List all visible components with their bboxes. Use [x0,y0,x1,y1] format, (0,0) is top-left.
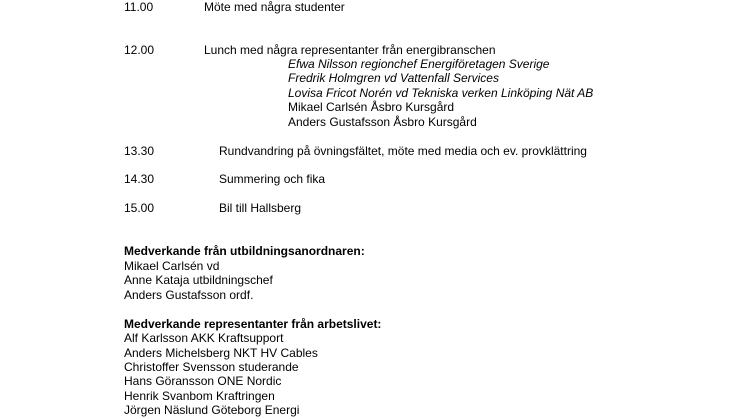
lunch-attendee: Fredrik Holmgren vd Vattenfall Services [288,71,499,85]
schedule-title-1430: Summering och fika [219,172,326,186]
schedule-time-1100: 11.00 [124,0,154,14]
work-person: Henrik Svanbom Kraftringen [124,389,275,403]
lunch-attendee: Mikael Carlsén Åsbro Kursgård [288,100,455,114]
schedule-title-1100: Möte med några studenter [204,0,345,14]
work-person: Alf Karlsson AKK Kraftsupport [124,331,284,345]
education-person: Anders Gustafsson ordf. [124,288,254,302]
education-person: Mikael Carlsén vd [124,259,220,273]
work-person: Hans Göransson ONE Nordic [124,374,282,388]
schedule-title-1500: Bil till Hallsberg [219,201,302,215]
schedule-time-1430: 14.30 [124,172,155,186]
education-heading: Medverkande från utbildningsanordnaren: [124,244,365,258]
lunch-attendee: Anders Gustafsson Åsbro Kursgård [288,115,477,129]
schedule-title-1330: Rundvandring på övningsfältet, möte med media och ev. provklättring [219,144,587,158]
education-person: Anne Kataja utbildningschef [124,273,273,287]
schedule-time-1500: 15.00 [124,201,155,215]
schedule-title-1200: Lunch med några representanter från energibranschen [204,43,496,57]
schedule-time-1200: 12.00 [124,43,155,57]
lunch-attendee: Lovisa Fricot Norén vd Tekniska verken Linköping Nät AB [288,86,594,100]
work-person: Christoffer Svensson studerande [124,360,299,374]
work-person: Anders Michelsberg NKT HV Cables [124,346,318,360]
work-person: Jörgen Näslund Göteborg Energi [124,403,300,417]
work-heading: Medverkande representanter från arbetslivet: [124,317,382,331]
lunch-attendee: Efwa Nilsson regionchef Energiföretagen Sverige [288,57,550,71]
schedule-time-1330: 13.30 [124,144,155,158]
